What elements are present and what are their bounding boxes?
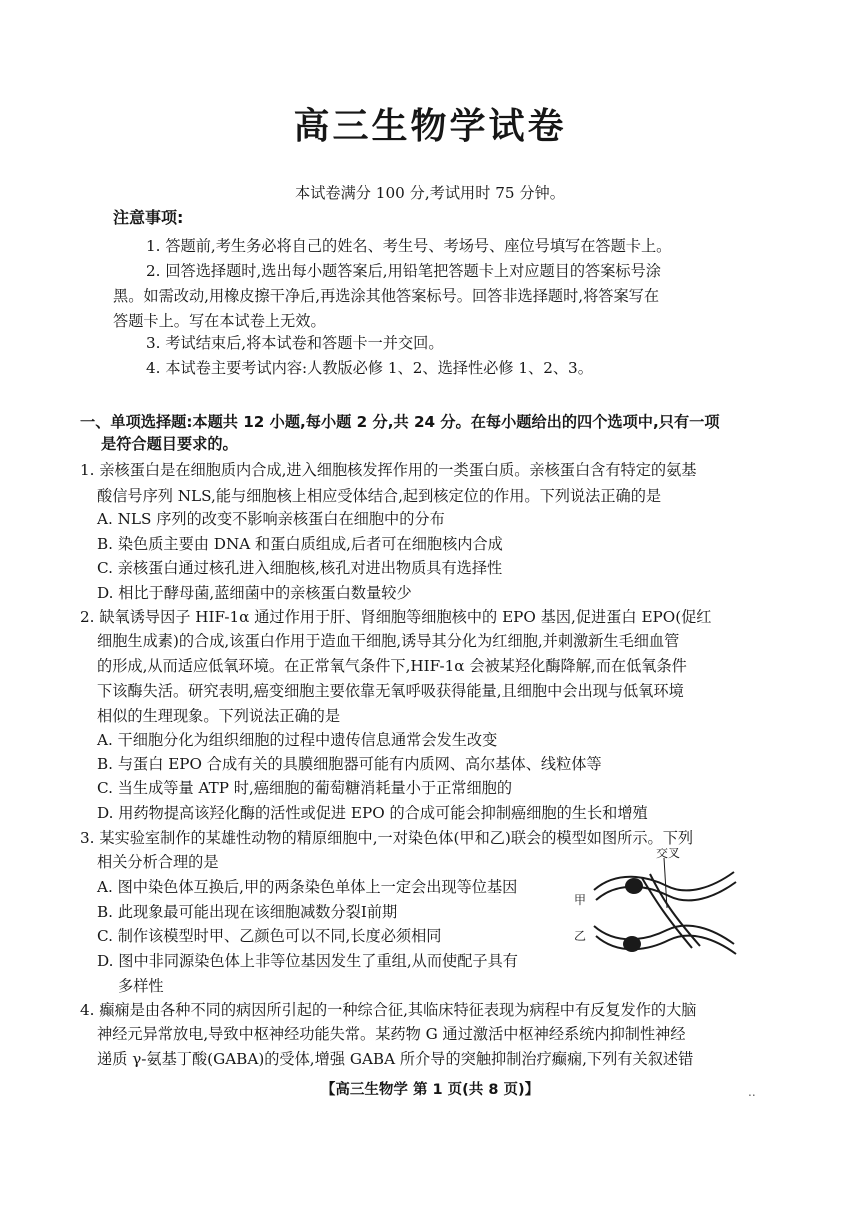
- question-option-cont: 多样性: [118, 977, 164, 995]
- question-option: A. 干细胞分化为组织细胞的过程中遗传信息通常会发生改变: [97, 731, 498, 749]
- page-footer: 【高三生物学 第 1 页(共 8 页)】: [320, 1082, 540, 1098]
- notice-title: 注意事项:: [113, 208, 184, 227]
- section-heading: 一、单项选择题:本题共 12 小题,每小题 2 分,共 24 分。在每小题给出的四个选项中,只有一项: [80, 413, 720, 431]
- notice-line: 1. 答题前,考生务必将自己的姓名、考生号、考场号、座位号填写在答题卡上。: [146, 237, 672, 255]
- question-stem: 酸信号序列 NLS,能与细胞核上相应受体结合,起到核定位的作用。下列说法正确的是: [97, 487, 662, 505]
- question-stem: 的形成,从而适应低氧环境。在正常氧气条件下,HIF-1α 会被某羟化酶降解,而在低氧条件: [97, 657, 687, 675]
- chromosome-figure: [572, 848, 742, 968]
- question-stem: 递质 γ-氨基丁酸(GABA)的受体,增强 GABA 所介导的突触抑制治疗癫痫,下列有关叙述错: [97, 1050, 694, 1068]
- question-option: C. 当生成等量 ATP 时,癌细胞的葡萄糖消耗量小于正常细胞的: [97, 779, 513, 797]
- question-stem: 相似的生理现象。下列说法正确的是: [97, 707, 340, 725]
- notice-line: 3. 考试结束后,将本试卷和答题卡一并交回。: [146, 334, 444, 352]
- notice-line: 答题卡上。写在本试卷上无效。: [113, 312, 326, 330]
- question-stem: 细胞生成素)的合成,该蛋白作用于造血干细胞,诱导其分化为红细胞,并刺激新生毛细血管: [97, 632, 680, 650]
- question-stem: 2. 缺氧诱导因子 HIF-1α 通过作用于肝、肾细胞等细胞核中的 EPO 基因,促进蛋白 EPO(促红: [80, 608, 712, 626]
- chromosome-diagram: [572, 848, 742, 968]
- question-option: D. 用药物提高该羟化酶的活性或促进 EPO 的合成可能会抑制癌细胞的生长和增殖: [97, 804, 648, 822]
- question-stem: 3. 某实验室制作的某雄性动物的精原细胞中,一对染色体(甲和乙)联会的模型如图所示。下列: [80, 829, 694, 847]
- notice-line: 2. 回答选择题时,选出每小题答案后,用铅笔把答题卡上对应题目的答案标号涂: [146, 262, 661, 280]
- question-stem: 4. 癫痫是由各种不同的病因所引起的一种综合征,其临床特征表现为病程中有反复发作的大脑: [80, 1001, 697, 1019]
- label-jia: 甲: [574, 893, 587, 907]
- question-option: B. 此现象最可能出现在该细胞减数分裂Ⅰ前期: [97, 903, 398, 921]
- page-title: 高三生物学试卷: [293, 106, 567, 147]
- centromere-yi: [623, 936, 641, 952]
- question-stem: 1. 亲核蛋白是在细胞质内合成,进入细胞核发挥作用的一类蛋白质。亲核蛋白含有特定的氨基: [80, 461, 697, 479]
- question-option: D. 图中非同源染色体上非等位基因发生了重组,从而使配子具有: [97, 952, 518, 970]
- question-option: B. 染色质主要由 DNA 和蛋白质组成,后者可在细胞核内合成: [97, 535, 503, 553]
- question-stem: 神经元异常放电,导致中枢神经功能失常。某药物 G 通过激活中枢神经系统内抑制性神经: [97, 1025, 686, 1043]
- question-option: C. 亲核蛋白通过核孔进入细胞核,核孔对进出物质具有选择性: [97, 559, 503, 577]
- centromere-jia: [625, 878, 643, 894]
- footer-dots: ..: [748, 1085, 756, 1099]
- question-stem: 相关分析合理的是: [97, 853, 219, 871]
- question-option: B. 与蛋白 EPO 合成有关的具膜细胞器可能有内质网、高尔基体、线粒体等: [97, 755, 602, 773]
- question-option: A. 图中染色体互换后,甲的两条染色单体上一定会出现等位基因: [97, 878, 518, 896]
- chromatid-jia-1: [594, 872, 734, 890]
- exam-info: 本试卷满分 100 分,考试用时 75 分钟。: [295, 184, 565, 202]
- notice-line: 黑。如需改动,用橡皮擦干净后,再选涂其他答案标号。回答非选择题时,将答案写在: [113, 287, 660, 305]
- question-stem: 下该酶失活。研究表明,癌变细胞主要依靠无氧呼吸获得能量,且细胞中会出现与低氧环境: [97, 682, 684, 700]
- question-option: C. 制作该模型时甲、乙颜色可以不同,长度必须相同: [97, 927, 442, 945]
- label-yi: 乙: [574, 929, 587, 943]
- label-crossover: 交叉: [656, 848, 681, 860]
- section-heading-cont: 是符合题目要求的。: [101, 435, 238, 453]
- question-option: D. 相比于酵母菌,蓝细菌中的亲核蛋白数量较少: [97, 584, 412, 602]
- notice-line: 4. 本试卷主要考试内容:人教版必修 1、2、选择性必修 1、2、3。: [146, 359, 593, 377]
- question-option: A. NLS 序列的改变不影响亲核蛋白在细胞中的分布: [97, 510, 445, 528]
